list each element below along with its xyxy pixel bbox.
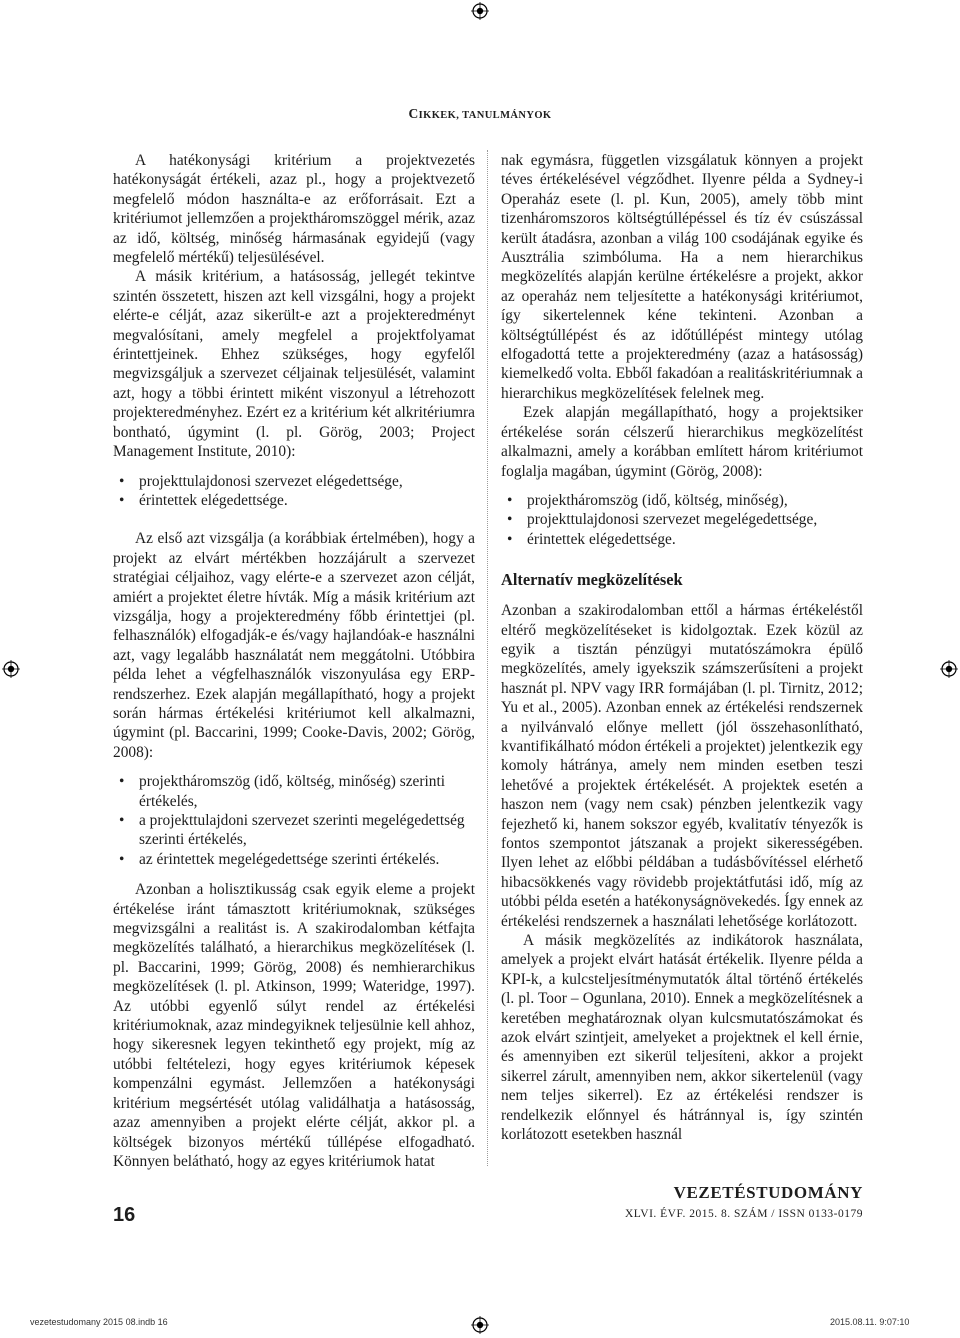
body-paragraph: Ezek alapján megállapítható, hogy a projektsiker értékelése során célszerű hierarchikus megközelítést alkalmazni, amely a korábban említett három kritériumot foglalja magában, úgymint (Görög, 2008):	[501, 404, 863, 480]
body-paragraph: Az első azt vizsgálja (a korábbiak értelmében), hogy a projekt az elvárt mértékben hozzájárult a szervezet stratégiai céljaihoz, vagy elérte-e a szervezet azon célját, amiért a projektet életre hívták. Míg a másik kritérium azt vizsgálja, hogy a projekteredmény főbb érintettjei (pl. felhasználók) elfogadják-e és/vagy hajlandóak-e használni azt, vagy legalább használatát nem meggátolni. Utóbbira példa lehet a végfelhasználók viszonyulása egy ERP-rendszerhez. Ezek alapján megállapítható, hogy a projekt során hármas értékelési kritériumot kell alkalmazni, úgymint (pl. Baccarini, 1999; Cooke-Davis, 2002; Görög, 2008):	[113, 530, 475, 761]
running-header-initial: C	[408, 106, 419, 121]
left-column	[113, 151, 475, 1171]
list-item: • projektháromszög (idő, költség, minőség),	[527, 491, 863, 510]
journal-name: VEZETÉSTUDOMÁNY	[673, 1183, 863, 1202]
list-item: • projektháromszög (idő, költség, minőség) szerinti értékelés,	[139, 772, 475, 811]
journal-info	[625, 1183, 863, 1220]
right-column	[501, 151, 863, 1145]
list-item: • érintettek elégedettsége.	[139, 491, 475, 510]
bullet-list	[501, 491, 863, 549]
registration-mark-icon	[471, 1316, 489, 1334]
running-header-rest: IKKEK, TANULMÁNYOK	[418, 110, 552, 121]
bullet-list	[113, 472, 475, 511]
registration-mark-icon	[471, 2, 489, 20]
body-paragraph: nak egymásra, független vizsgálatuk könnyen a projekt téves értékelésével végződhet. Ilyenre példa a Sydney-i Operaház esete (l. pl. Kun, 2005), amely több mint tizenháromszoros költségtúllépéssel és tíz év csúszással került átadásra, azonban a világ 100 csodájának egyike és Ausztrália szimbóluma. Ha a nem hierarchikus megközelítés alapján kerülne értékelésre a projekt, akkor az operaház nem teljesítette a hatékonysági kritériumot, így sikertelennek kéne tekinteni. Azonban a költségtúllépést és az időtúllépést mintegy utólag elfogadottá tette a projekteredmény (azaz a hatásosság) kiemelkedő volta. Ebből fakadóan a realitáskritériumnak a hierarchikus megközelítések felelnek meg.	[501, 152, 863, 402]
column-divider	[487, 150, 488, 1166]
list-item: • az érintettek megelégedettsége szerinti értékelés.	[139, 850, 475, 869]
body-paragraph: Azonban a szakirodalomban ettől a hármas értékeléstől eltérő megközelítéseket is kidolgoztak. Ezek közül az egyik a tisztán pénzügyi mutatószámokra épülő megközelítés, amely igyekszik számszerűsíteni a projekt hasznát pl. NPV vagy IRR formájában (l. pl. Tirnitz, 2012; Yu et al., 2005). Azonban ennek az értékelési rendszernek a nyilvánvaló előnye mellett (jól összehasonlítható, kvantifikálható módon értékeli a projektet) jelentkezik egy komoly hátránya, amely nem minden esetben teszi lehetővé a projektek értékelését. A projektek esetén a haszon nem (vagy nem csak) pénzben jelentkezik vagy fejezhető ki, hanem sokszor egyéb, kvalitatív tényezők is fontos szempontot játszanak a projekt sikerességében. Ilyen lehet az előbbi példában a tudásbővítéssel elérhető hibacsökkenés vagy rövidebb projektátfutási idő, míg az utóbbi példa esetén a hatékonyságnövekedés. Így ennek az értékelési rendszernek a használati lehetősége korlátozott.	[501, 602, 863, 930]
page-number: 16	[113, 1204, 136, 1226]
registration-mark-icon	[2, 660, 20, 678]
print-file-info: vezetestudomany 2015 08.indb 16	[30, 1317, 168, 1327]
body-paragraph: A hatékonysági kritérium a projektvezetés hatékonyságát értékeli, azaz pl., hogy a projektvezető megfelelő módon használta-e az erőforrásait. Ezt a kritériumot jellemzően a projektháromszöggel mérik, azaz az idő, költség, minőség hármasának egyidejű (vagy megfelelő mértékű) teljesülésével.	[113, 152, 475, 267]
body-paragraph: A másik kritérium, a hatásosság, jellegét tekintve szintén összetett, hiszen azt kell vizsgálni, hogy a projekt elérte-e célját, azaz sikerült-e azt a projekteredményt megvalósítani, amely megfelel a projektfolyamat érintettjeinek. Ehhez szükséges, hogy egyfelől megvizsgáljuk a szervezet céljainak teljesülését, valamint azt, hogy a többi érintett miként viszonyul a létrehozott projekteredményhez. Ezért ez a kritérium két alkritériumra bontható, úgymint (l. pl. Görög, 2003; Project Management Institute, 2010):	[113, 268, 475, 461]
section-heading: Alternatív megközelítések	[501, 570, 683, 590]
body-paragraph: Azonban a holisztikusság csak egyik eleme a projekt értékelése iránt támasztott kritériumoknak, szükséges megvizsgálni a realitást is. A szakirodalomban kétfajta megközelítés található, a hierarchikus megközelítések (l. pl. Baccarini, 1999; Görög, 2008) és nemhierarchikus megközelítések (l. pl. Atkinson, 1999; Wateridge, 1997). Az utóbbi egyenlő súlyt rendel az értékelési kritériumoknak, azaz mindegyiknek teljesülnie kell ahhoz, hogy sikeresnek legyen tekinthető egy projekt, míg az utóbbi feltételezi, hogy egyes kritériumok képesek kompenzálni egymást. Jellemzően a hatékonysági kritérium megsértését utólag validálhatja a hatásosság, azaz amennyiben a projekt elérte célját, akkor pl. a költségek bizonyos mértékű túllépése elfogadható. Könnyen belátható, hogy az egyes kritériumok hatat	[113, 881, 475, 1170]
journal-issue: XLVI. ÉVF. 2015. 8. SZÁM / ISSN 0133-0179	[625, 1208, 863, 1220]
registration-mark-icon	[940, 660, 958, 678]
list-item: • érintettek elégedettsége.	[527, 530, 863, 549]
running-header	[0, 106, 960, 122]
body-paragraph: A másik megközelítés az indikátorok használata, amelyek a projekt elvárt hatását értékelik. Ilyenre példa a KPI-k, a kulcsteljesítménymutatók által történő értékelés (l. pl. Toor – Ogunlana, 2010). Ennek a megközelítésnek a keretében meghatároznak olyan kulcsmutatószámokat és azok elvárt szintjeit, amelyeket a projektnek el kell érnie, és amennyiben ezt sikerül teljesíteni, akkor a projekt sikerrel zárult, amennyiben nem, akkor sikertelenül (vagy nem teljes sikerrel). Ez az értékelési rendszer is rendelkezik előnnyel és hátránnyal is, így szintén korlátozott esetekben használ	[501, 932, 863, 1144]
print-date: 2015.08.11. 9:07:10	[830, 1317, 910, 1327]
list-item: • projekttulajdonosi szervezet elégedettsége,	[139, 472, 475, 491]
list-item: • projekttulajdonosi szervezet megelégedettsége,	[527, 510, 863, 529]
list-item: • a projekttulajdoni szervezet szerinti megelégedettség szerinti értékelés,	[139, 811, 475, 850]
bullet-list	[113, 772, 475, 869]
